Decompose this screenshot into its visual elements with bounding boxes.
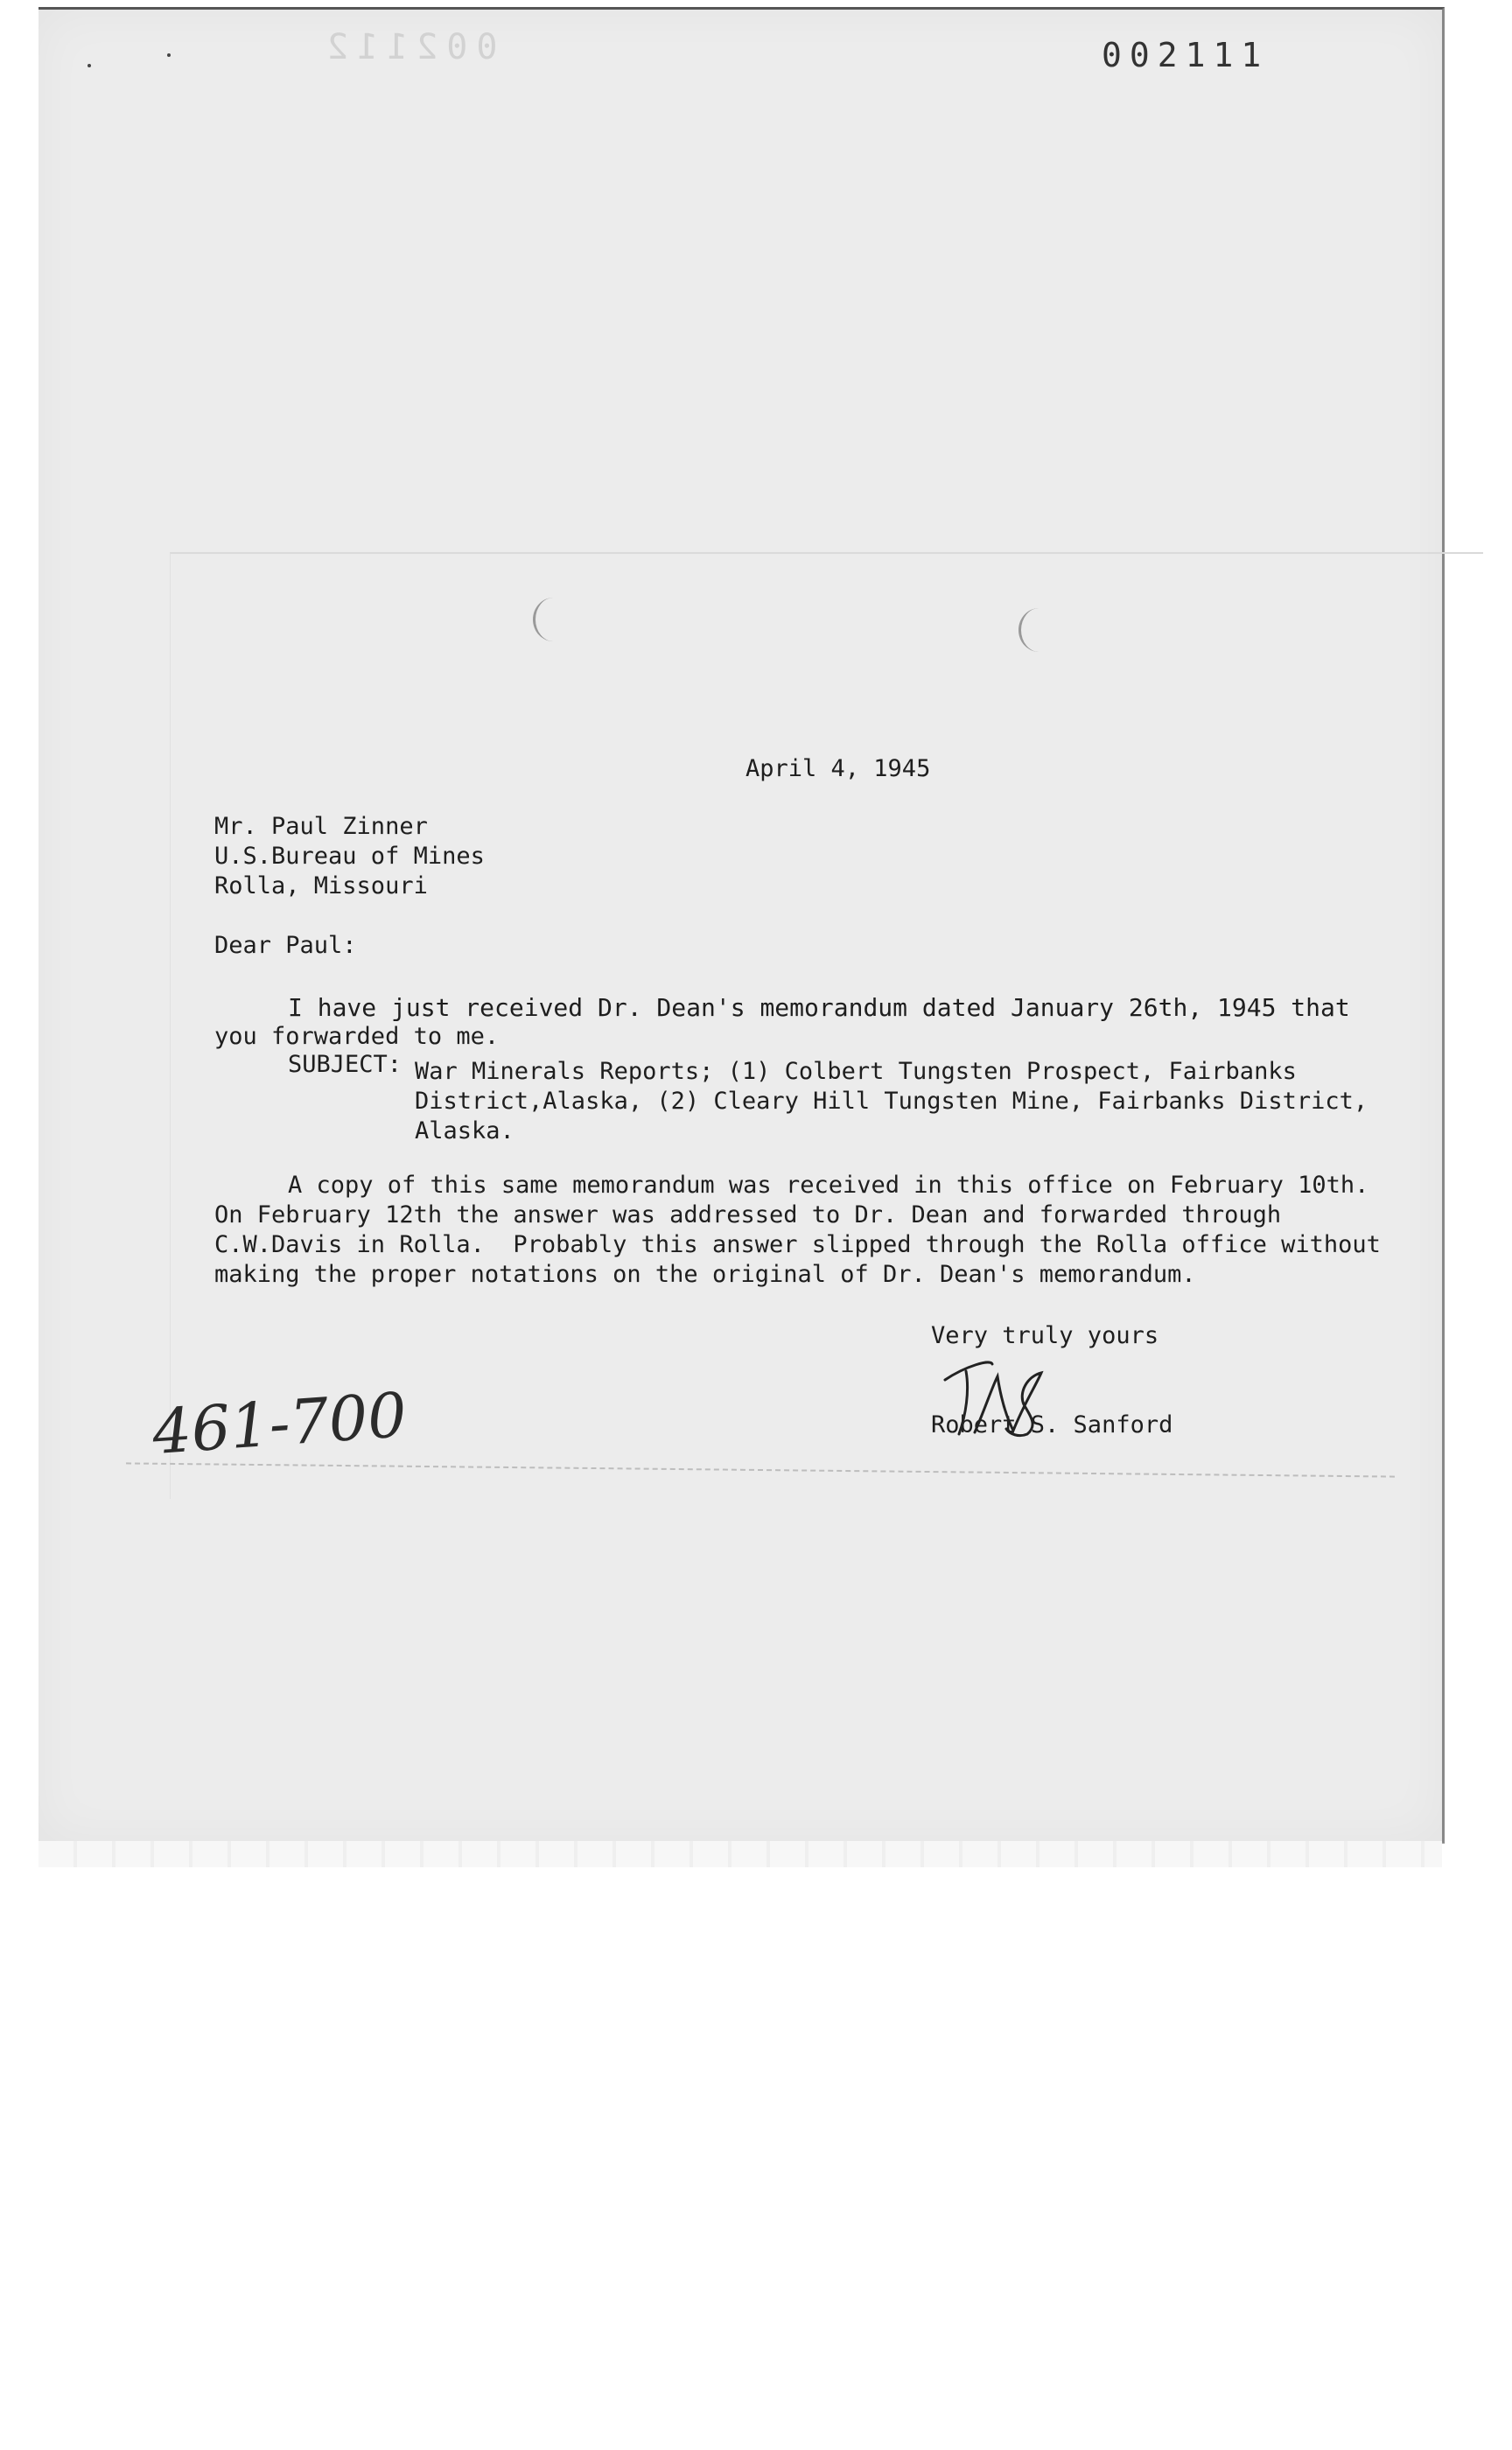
recipient-name: Mr. Paul Zinner — [214, 813, 428, 840]
ghost-page-number: 002112 — [318, 27, 498, 67]
document-page — [38, 7, 1445, 1844]
recipient-organization: U.S.Bureau of Mines — [214, 843, 485, 870]
punch-hole-right — [1018, 608, 1060, 652]
salutation: Dear Paul: — [214, 932, 357, 959]
paragraph-2-line-3: C.W.Davis in Rolla. Probably this answer slipped through the Rolla office without — [214, 1231, 1381, 1258]
paragraph-2-line-4: making the proper notations on the original of Dr. Dean's memorandum. — [214, 1261, 1196, 1288]
closing: Very truly yours — [931, 1322, 1159, 1349]
page-number: 002111 — [1102, 36, 1270, 74]
subject-line-3: Alaska. — [415, 1117, 514, 1144]
handwritten-file-number: 461-700 — [150, 1378, 410, 1469]
punch-hole-left — [533, 598, 574, 641]
subject-label: SUBJECT: — [288, 1051, 402, 1078]
paragraph-1-line-1: I have just received Dr. Dean's memorandum dated January 26th, 1945 that — [288, 993, 1350, 1022]
paragraph-2-line-1: A copy of this same memorandum was received in this office on February 10th. — [288, 1172, 1369, 1199]
subject-line-2: District,Alaska, (2) Cleary Hill Tungsten Mine, Fairbanks District, — [415, 1088, 1368, 1115]
subject-line-1: War Minerals Reports; (1) Colbert Tungsten Prospect, Fairbanks — [415, 1058, 1297, 1085]
paragraph-2-line-2: On February 12th the answer was addressed to Dr. Dean and forwarded through — [214, 1201, 1282, 1228]
handwritten-signature — [940, 1347, 1062, 1443]
letter-date: April 4, 1945 — [746, 755, 931, 782]
signer-name: Robert S. Sanford — [931, 1411, 1173, 1438]
scan-edge-strip — [38, 1841, 1442, 1867]
recipient-location: Rolla, Missouri — [214, 872, 428, 900]
scan-speck — [167, 53, 171, 57]
paragraph-1-line-2: you forwarded to me. — [214, 1023, 500, 1050]
